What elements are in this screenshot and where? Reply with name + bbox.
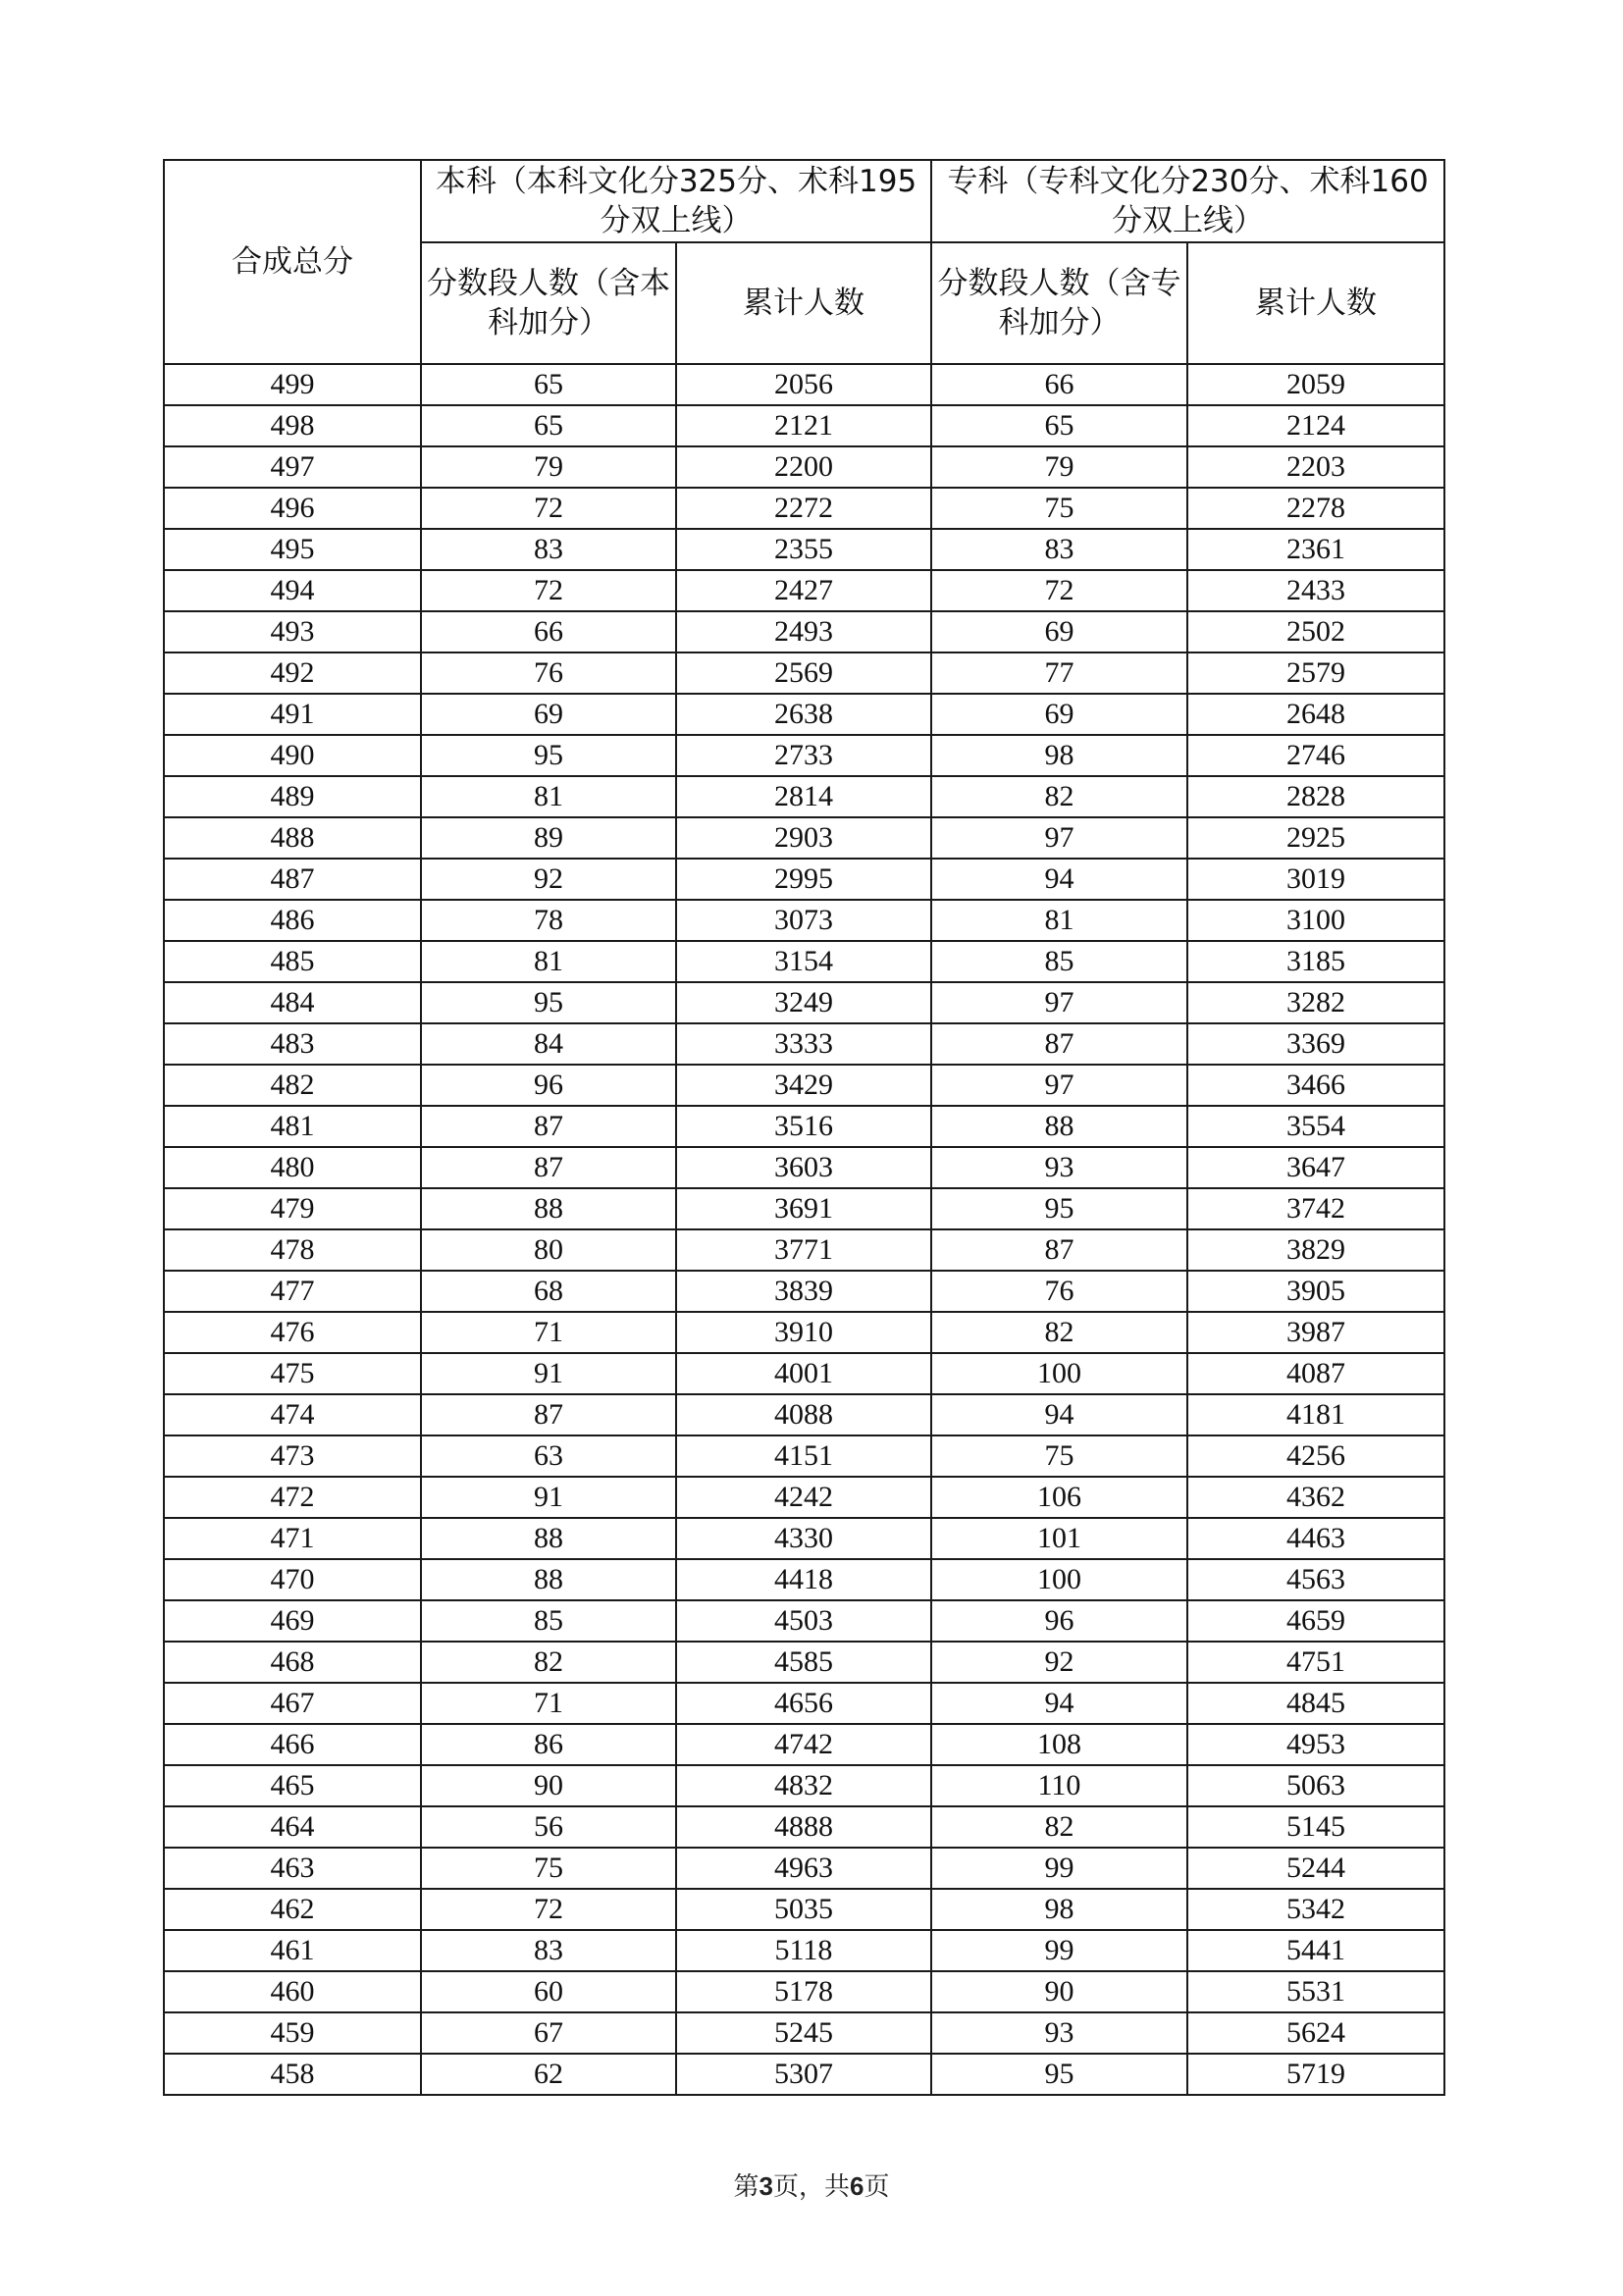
cell-zhuanke-cumulative: 4463 xyxy=(1187,1518,1444,1559)
cell-total-score: 478 xyxy=(164,1229,421,1271)
cell-benke-segment: 92 xyxy=(421,859,676,900)
cell-total-score: 470 xyxy=(164,1559,421,1600)
footer-middle: 页，共 xyxy=(772,2172,850,2202)
cell-zhuanke-cumulative: 4845 xyxy=(1187,1683,1444,1724)
cell-total-score: 466 xyxy=(164,1724,421,1765)
cell-zhuanke-segment: 75 xyxy=(931,488,1187,529)
cell-zhuanke-segment: 72 xyxy=(931,570,1187,611)
table-row xyxy=(164,776,1444,817)
table-row xyxy=(164,1806,1444,1848)
cell-total-score: 485 xyxy=(164,941,421,982)
footer-page-number: 3 xyxy=(759,2171,773,2201)
cell-zhuanke-segment: 94 xyxy=(931,859,1187,900)
cell-zhuanke-cumulative: 5342 xyxy=(1187,1889,1444,1930)
cell-benke-segment: 66 xyxy=(421,611,676,652)
cell-total-score: 479 xyxy=(164,1188,421,1229)
cell-zhuanke-cumulative: 3369 xyxy=(1187,1023,1444,1065)
table-row xyxy=(164,488,1444,529)
cell-benke-segment: 84 xyxy=(421,1023,676,1065)
score-distribution-sheet xyxy=(163,159,1443,2096)
cell-zhuanke-segment: 69 xyxy=(931,694,1187,735)
cell-benke-segment: 80 xyxy=(421,1229,676,1271)
cell-zhuanke-cumulative: 2925 xyxy=(1187,817,1444,859)
cell-benke-segment: 81 xyxy=(421,941,676,982)
cell-zhuanke-segment: 85 xyxy=(931,941,1187,982)
cell-benke-cumulative: 4742 xyxy=(676,1724,931,1765)
cell-benke-cumulative: 3154 xyxy=(676,941,931,982)
cell-zhuanke-segment: 65 xyxy=(931,405,1187,446)
cell-zhuanke-cumulative: 2203 xyxy=(1187,446,1444,488)
cell-total-score: 462 xyxy=(164,1889,421,1930)
cell-benke-segment: 96 xyxy=(421,1065,676,1106)
cell-zhuanke-cumulative: 2361 xyxy=(1187,529,1444,570)
cell-zhuanke-cumulative: 2278 xyxy=(1187,488,1444,529)
cell-benke-cumulative: 4888 xyxy=(676,1806,931,1848)
table-header xyxy=(164,160,1444,364)
cell-zhuanke-cumulative: 5624 xyxy=(1187,2012,1444,2054)
cell-benke-cumulative: 2569 xyxy=(676,652,931,694)
cell-zhuanke-segment: 108 xyxy=(931,1724,1187,1765)
cell-zhuanke-cumulative: 4563 xyxy=(1187,1559,1444,1600)
cell-total-score: 460 xyxy=(164,1971,421,2012)
header-benke-cumulative: 累计人数 xyxy=(676,242,931,364)
table-row xyxy=(164,1559,1444,1600)
table-row xyxy=(164,1147,1444,1188)
cell-benke-cumulative: 4963 xyxy=(676,1848,931,1889)
table-row xyxy=(164,405,1444,446)
cell-zhuanke-segment: 97 xyxy=(931,1065,1187,1106)
cell-benke-cumulative: 4585 xyxy=(676,1642,931,1683)
table-row xyxy=(164,2012,1444,2054)
cell-benke-segment: 86 xyxy=(421,1724,676,1765)
cell-zhuanke-segment: 101 xyxy=(931,1518,1187,1559)
cell-zhuanke-cumulative: 3185 xyxy=(1187,941,1444,982)
table-row xyxy=(164,982,1444,1023)
footer-total-pages: 6 xyxy=(850,2171,864,2201)
cell-benke-segment: 87 xyxy=(421,1106,676,1147)
score-distribution-table xyxy=(163,159,1445,2096)
cell-zhuanke-cumulative: 3282 xyxy=(1187,982,1444,1023)
cell-total-score: 474 xyxy=(164,1394,421,1435)
cell-total-score: 480 xyxy=(164,1147,421,1188)
cell-zhuanke-segment: 82 xyxy=(931,1312,1187,1353)
cell-zhuanke-segment: 92 xyxy=(931,1642,1187,1683)
cell-total-score: 495 xyxy=(164,529,421,570)
table-row xyxy=(164,941,1444,982)
table-row xyxy=(164,735,1444,776)
table-row xyxy=(164,1971,1444,2012)
cell-total-score: 472 xyxy=(164,1477,421,1518)
cell-benke-segment: 90 xyxy=(421,1765,676,1806)
cell-total-score: 471 xyxy=(164,1518,421,1559)
page-footer xyxy=(0,2166,1623,2203)
cell-benke-segment: 67 xyxy=(421,2012,676,2054)
cell-benke-cumulative: 4330 xyxy=(676,1518,931,1559)
cell-zhuanke-segment: 94 xyxy=(931,1683,1187,1724)
cell-total-score: 469 xyxy=(164,1600,421,1642)
cell-zhuanke-segment: 90 xyxy=(931,1971,1187,2012)
cell-benke-segment: 95 xyxy=(421,735,676,776)
cell-total-score: 468 xyxy=(164,1642,421,1683)
cell-benke-cumulative: 2427 xyxy=(676,570,931,611)
table-row xyxy=(164,817,1444,859)
table-row xyxy=(164,1765,1444,1806)
table-row xyxy=(164,652,1444,694)
cell-benke-cumulative: 3429 xyxy=(676,1065,931,1106)
cell-total-score: 458 xyxy=(164,2054,421,2095)
cell-zhuanke-segment: 98 xyxy=(931,735,1187,776)
header-zhuanke-cumulative: 累计人数 xyxy=(1187,242,1444,364)
table-row xyxy=(164,1889,1444,1930)
table-row xyxy=(164,1642,1444,1683)
cell-benke-segment: 88 xyxy=(421,1559,676,1600)
cell-benke-cumulative: 4832 xyxy=(676,1765,931,1806)
cell-benke-cumulative: 5118 xyxy=(676,1930,931,1971)
cell-benke-cumulative: 3839 xyxy=(676,1271,931,1312)
cell-total-score: 492 xyxy=(164,652,421,694)
cell-zhuanke-segment: 82 xyxy=(931,1806,1187,1848)
cell-benke-segment: 87 xyxy=(421,1147,676,1188)
cell-benke-cumulative: 2272 xyxy=(676,488,931,529)
table-row xyxy=(164,1106,1444,1147)
cell-benke-cumulative: 4418 xyxy=(676,1559,931,1600)
cell-total-score: 477 xyxy=(164,1271,421,1312)
cell-benke-cumulative: 4503 xyxy=(676,1600,931,1642)
cell-zhuanke-segment: 76 xyxy=(931,1271,1187,1312)
cell-benke-segment: 79 xyxy=(421,446,676,488)
cell-total-score: 499 xyxy=(164,364,421,405)
cell-benke-cumulative: 2056 xyxy=(676,364,931,405)
cell-zhuanke-cumulative: 4256 xyxy=(1187,1435,1444,1477)
table-row xyxy=(164,611,1444,652)
cell-zhuanke-cumulative: 5244 xyxy=(1187,1848,1444,1889)
cell-total-score: 484 xyxy=(164,982,421,1023)
cell-zhuanke-cumulative: 5531 xyxy=(1187,1971,1444,2012)
cell-total-score: 464 xyxy=(164,1806,421,1848)
cell-benke-segment: 56 xyxy=(421,1806,676,1848)
cell-total-score: 459 xyxy=(164,2012,421,2054)
cell-benke-segment: 88 xyxy=(421,1188,676,1229)
cell-zhuanke-cumulative: 2502 xyxy=(1187,611,1444,652)
cell-benke-segment: 88 xyxy=(421,1518,676,1559)
cell-zhuanke-cumulative: 3554 xyxy=(1187,1106,1444,1147)
cell-benke-segment: 60 xyxy=(421,1971,676,2012)
cell-total-score: 486 xyxy=(164,900,421,941)
cell-zhuanke-cumulative: 2124 xyxy=(1187,405,1444,446)
table-row xyxy=(164,529,1444,570)
cell-benke-cumulative: 2733 xyxy=(676,735,931,776)
cell-benke-segment: 71 xyxy=(421,1312,676,1353)
cell-benke-segment: 91 xyxy=(421,1477,676,1518)
cell-benke-segment: 87 xyxy=(421,1394,676,1435)
cell-zhuanke-cumulative: 3742 xyxy=(1187,1188,1444,1229)
cell-total-score: 496 xyxy=(164,488,421,529)
cell-zhuanke-cumulative: 5063 xyxy=(1187,1765,1444,1806)
cell-zhuanke-segment: 82 xyxy=(931,776,1187,817)
cell-zhuanke-segment: 66 xyxy=(931,364,1187,405)
cell-benke-segment: 83 xyxy=(421,1930,676,1971)
cell-total-score: 497 xyxy=(164,446,421,488)
cell-zhuanke-segment: 87 xyxy=(931,1023,1187,1065)
table-row xyxy=(164,859,1444,900)
cell-total-score: 482 xyxy=(164,1065,421,1106)
cell-benke-segment: 71 xyxy=(421,1683,676,1724)
header-benke-group: 本科（本科文化分325分、术科195分双上线） xyxy=(421,160,931,242)
cell-zhuanke-segment: 75 xyxy=(931,1435,1187,1477)
table-row xyxy=(164,1271,1444,1312)
cell-benke-cumulative: 2995 xyxy=(676,859,931,900)
cell-benke-segment: 81 xyxy=(421,776,676,817)
table-row xyxy=(164,1930,1444,1971)
cell-total-score: 476 xyxy=(164,1312,421,1353)
cell-zhuanke-cumulative: 2433 xyxy=(1187,570,1444,611)
footer-suffix: 页 xyxy=(864,2172,890,2202)
cell-benke-segment: 72 xyxy=(421,570,676,611)
cell-zhuanke-cumulative: 4953 xyxy=(1187,1724,1444,1765)
cell-zhuanke-segment: 98 xyxy=(931,1889,1187,1930)
cell-benke-cumulative: 4656 xyxy=(676,1683,931,1724)
cell-benke-segment: 75 xyxy=(421,1848,676,1889)
cell-total-score: 487 xyxy=(164,859,421,900)
cell-zhuanke-cumulative: 2579 xyxy=(1187,652,1444,694)
cell-zhuanke-segment: 99 xyxy=(931,1848,1187,1889)
table-row xyxy=(164,1023,1444,1065)
cell-zhuanke-cumulative: 3100 xyxy=(1187,900,1444,941)
cell-zhuanke-segment: 93 xyxy=(931,2012,1187,2054)
header-total-score: 合成总分 xyxy=(164,160,421,364)
table-row xyxy=(164,1188,1444,1229)
cell-zhuanke-segment: 100 xyxy=(931,1353,1187,1394)
cell-benke-segment: 85 xyxy=(421,1600,676,1642)
cell-zhuanke-segment: 95 xyxy=(931,2054,1187,2095)
cell-benke-cumulative: 2493 xyxy=(676,611,931,652)
cell-zhuanke-cumulative: 3987 xyxy=(1187,1312,1444,1353)
cell-zhuanke-segment: 77 xyxy=(931,652,1187,694)
cell-zhuanke-cumulative: 2648 xyxy=(1187,694,1444,735)
table-row xyxy=(164,900,1444,941)
cell-benke-segment: 72 xyxy=(421,488,676,529)
cell-total-score: 483 xyxy=(164,1023,421,1065)
cell-zhuanke-cumulative: 4087 xyxy=(1187,1353,1444,1394)
cell-zhuanke-cumulative: 4181 xyxy=(1187,1394,1444,1435)
cell-total-score: 491 xyxy=(164,694,421,735)
cell-benke-cumulative: 3691 xyxy=(676,1188,931,1229)
cell-benke-cumulative: 2121 xyxy=(676,405,931,446)
cell-zhuanke-cumulative: 5441 xyxy=(1187,1930,1444,1971)
cell-zhuanke-segment: 93 xyxy=(931,1147,1187,1188)
cell-zhuanke-segment: 79 xyxy=(931,446,1187,488)
cell-benke-cumulative: 2355 xyxy=(676,529,931,570)
table-body xyxy=(164,364,1444,2095)
cell-zhuanke-segment: 88 xyxy=(931,1106,1187,1147)
cell-benke-cumulative: 3910 xyxy=(676,1312,931,1353)
cell-zhuanke-segment: 97 xyxy=(931,982,1187,1023)
cell-benke-segment: 83 xyxy=(421,529,676,570)
cell-benke-segment: 63 xyxy=(421,1435,676,1477)
table-row xyxy=(164,1353,1444,1394)
table-row xyxy=(164,1394,1444,1435)
cell-benke-cumulative: 5307 xyxy=(676,2054,931,2095)
cell-benke-cumulative: 3771 xyxy=(676,1229,931,1271)
cell-benke-cumulative: 3333 xyxy=(676,1023,931,1065)
table-row xyxy=(164,1848,1444,1889)
cell-benke-segment: 62 xyxy=(421,2054,676,2095)
cell-zhuanke-segment: 83 xyxy=(931,529,1187,570)
cell-zhuanke-cumulative: 3647 xyxy=(1187,1147,1444,1188)
header-zhuanke-group: 专科（专科文化分230分、术科160分双上线） xyxy=(931,160,1444,242)
cell-zhuanke-segment: 95 xyxy=(931,1188,1187,1229)
cell-total-score: 461 xyxy=(164,1930,421,1971)
cell-zhuanke-segment: 99 xyxy=(931,1930,1187,1971)
cell-benke-cumulative: 2903 xyxy=(676,817,931,859)
cell-total-score: 473 xyxy=(164,1435,421,1477)
cell-total-score: 463 xyxy=(164,1848,421,1889)
cell-total-score: 490 xyxy=(164,735,421,776)
cell-zhuanke-cumulative: 2828 xyxy=(1187,776,1444,817)
cell-zhuanke-cumulative: 3905 xyxy=(1187,1271,1444,1312)
table-row xyxy=(164,1683,1444,1724)
cell-zhuanke-cumulative: 5145 xyxy=(1187,1806,1444,1848)
cell-benke-segment: 69 xyxy=(421,694,676,735)
table-row xyxy=(164,1229,1444,1271)
cell-zhuanke-cumulative: 3829 xyxy=(1187,1229,1444,1271)
table-row xyxy=(164,694,1444,735)
cell-zhuanke-cumulative: 4751 xyxy=(1187,1642,1444,1683)
header-row-group xyxy=(164,160,1444,242)
cell-benke-cumulative: 3073 xyxy=(676,900,931,941)
cell-zhuanke-cumulative: 3019 xyxy=(1187,859,1444,900)
cell-zhuanke-segment: 106 xyxy=(931,1477,1187,1518)
cell-benke-segment: 65 xyxy=(421,405,676,446)
table-row xyxy=(164,1312,1444,1353)
cell-benke-segment: 78 xyxy=(421,900,676,941)
cell-zhuanke-cumulative: 5719 xyxy=(1187,2054,1444,2095)
cell-zhuanke-segment: 69 xyxy=(931,611,1187,652)
cell-zhuanke-cumulative: 4362 xyxy=(1187,1477,1444,1518)
cell-total-score: 488 xyxy=(164,817,421,859)
table-row xyxy=(164,1518,1444,1559)
cell-zhuanke-cumulative: 2059 xyxy=(1187,364,1444,405)
cell-benke-cumulative: 3249 xyxy=(676,982,931,1023)
cell-benke-segment: 89 xyxy=(421,817,676,859)
cell-total-score: 493 xyxy=(164,611,421,652)
cell-benke-segment: 91 xyxy=(421,1353,676,1394)
cell-zhuanke-cumulative: 4659 xyxy=(1187,1600,1444,1642)
cell-benke-cumulative: 3516 xyxy=(676,1106,931,1147)
cell-benke-segment: 95 xyxy=(421,982,676,1023)
header-benke-segment: 分数段人数（含本科加分） xyxy=(421,242,676,364)
cell-zhuanke-segment: 81 xyxy=(931,900,1187,941)
table-row xyxy=(164,1724,1444,1765)
cell-benke-cumulative: 2638 xyxy=(676,694,931,735)
cell-total-score: 475 xyxy=(164,1353,421,1394)
cell-benke-segment: 72 xyxy=(421,1889,676,1930)
cell-benke-cumulative: 4001 xyxy=(676,1353,931,1394)
cell-benke-segment: 82 xyxy=(421,1642,676,1683)
cell-benke-cumulative: 4088 xyxy=(676,1394,931,1435)
cell-benke-cumulative: 4242 xyxy=(676,1477,931,1518)
table-row xyxy=(164,1435,1444,1477)
cell-benke-cumulative: 2814 xyxy=(676,776,931,817)
cell-zhuanke-segment: 110 xyxy=(931,1765,1187,1806)
cell-benke-segment: 68 xyxy=(421,1271,676,1312)
cell-total-score: 465 xyxy=(164,1765,421,1806)
cell-benke-cumulative: 2200 xyxy=(676,446,931,488)
cell-benke-cumulative: 4151 xyxy=(676,1435,931,1477)
cell-benke-cumulative: 5178 xyxy=(676,1971,931,2012)
cell-zhuanke-segment: 97 xyxy=(931,817,1187,859)
table-row xyxy=(164,446,1444,488)
table-row xyxy=(164,364,1444,405)
cell-benke-segment: 65 xyxy=(421,364,676,405)
cell-total-score: 489 xyxy=(164,776,421,817)
footer-prefix: 第 xyxy=(733,2172,759,2202)
header-zhuanke-segment: 分数段人数（含专科加分） xyxy=(931,242,1187,364)
cell-benke-cumulative: 5035 xyxy=(676,1889,931,1930)
cell-benke-cumulative: 3603 xyxy=(676,1147,931,1188)
cell-total-score: 494 xyxy=(164,570,421,611)
table-row xyxy=(164,1065,1444,1106)
cell-zhuanke-cumulative: 2746 xyxy=(1187,735,1444,776)
cell-total-score: 481 xyxy=(164,1106,421,1147)
cell-benke-cumulative: 5245 xyxy=(676,2012,931,2054)
cell-zhuanke-segment: 96 xyxy=(931,1600,1187,1642)
cell-zhuanke-segment: 94 xyxy=(931,1394,1187,1435)
cell-zhuanke-segment: 100 xyxy=(931,1559,1187,1600)
table-row xyxy=(164,570,1444,611)
cell-benke-segment: 76 xyxy=(421,652,676,694)
cell-total-score: 467 xyxy=(164,1683,421,1724)
cell-zhuanke-cumulative: 3466 xyxy=(1187,1065,1444,1106)
cell-total-score: 498 xyxy=(164,405,421,446)
cell-zhuanke-segment: 87 xyxy=(931,1229,1187,1271)
table-row xyxy=(164,2054,1444,2095)
table-row xyxy=(164,1477,1444,1518)
table-row xyxy=(164,1600,1444,1642)
